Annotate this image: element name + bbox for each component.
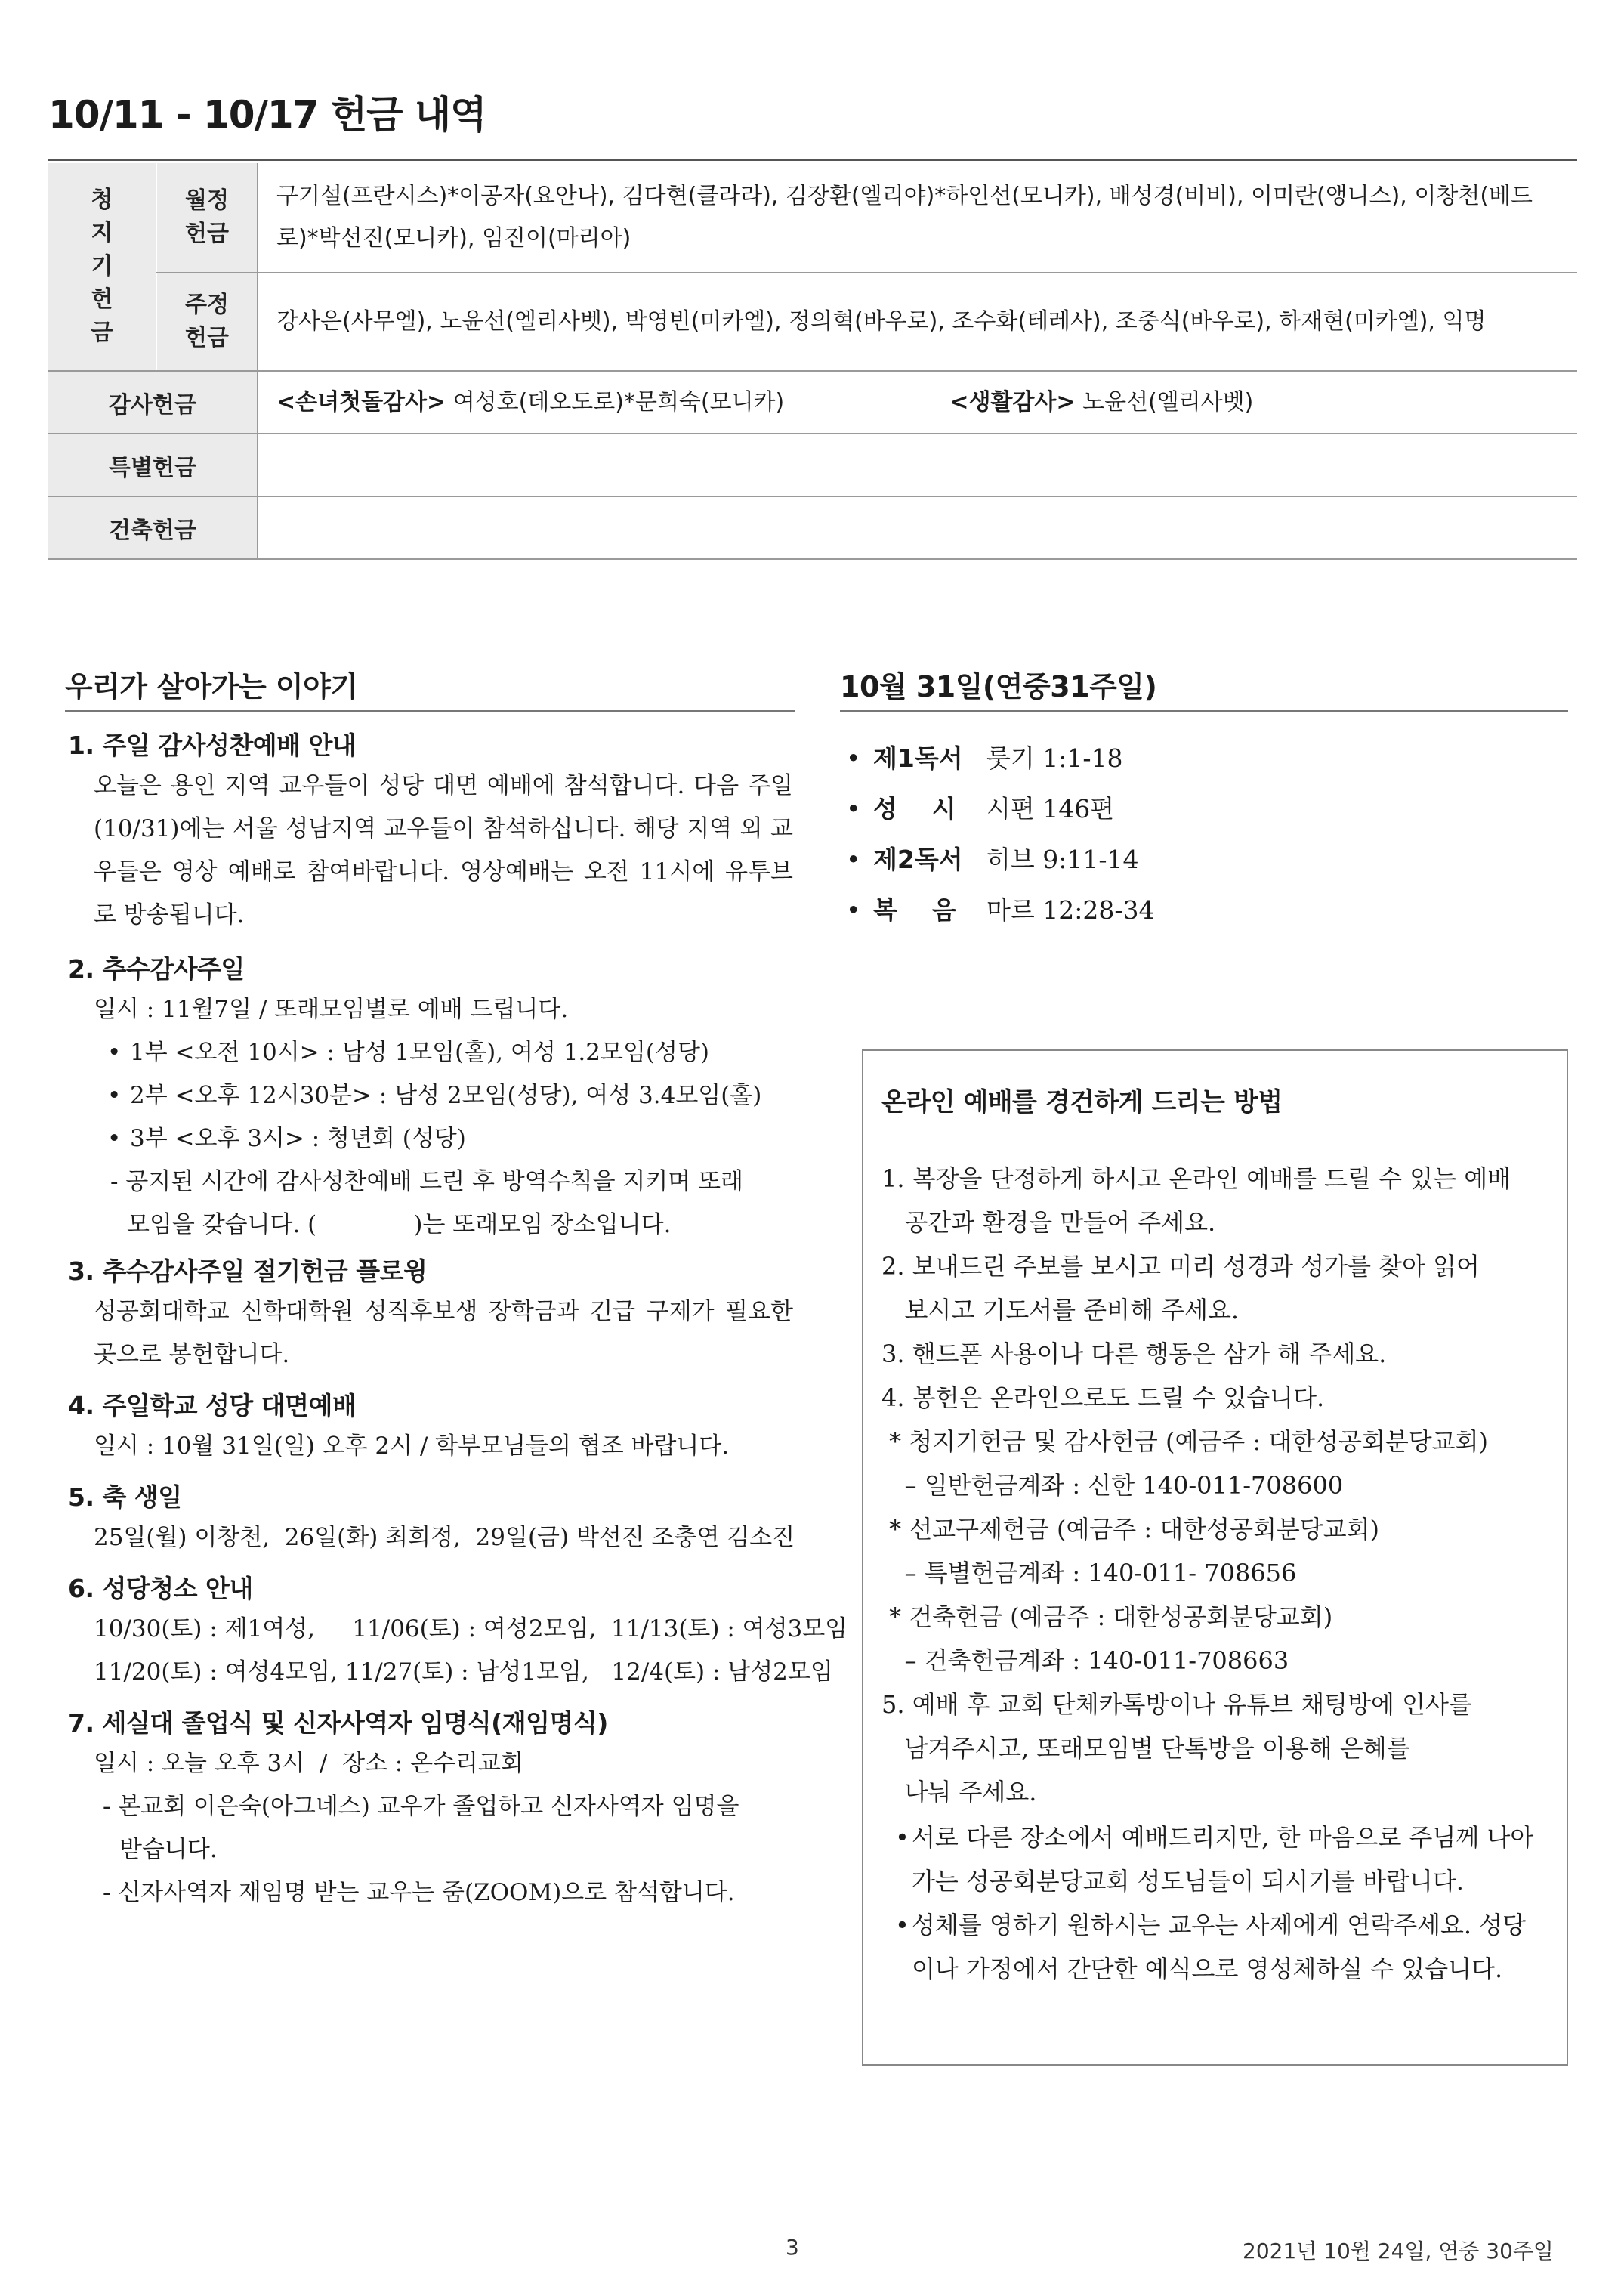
- reading-1: • 제1독서 룻기 1:1-18: [840, 733, 1520, 783]
- monthly-offering-names: 구기설(프란시스)*이공자(요안나), 김다현(클라라), 김장환(엘리야)*하인선(모니카), 배성경(비비), 이미란(앵니스), 이창천(베드로)*박선진(모니카), 임진이(마리아): [258, 163, 1577, 273]
- online-line: – 건축헌금계좌 : 140-011-708663: [881, 1646, 1289, 1675]
- item-2-note-1: - 공지된 시간에 감사성찬예배 드린 후 방역수칙을 지키며 또래: [110, 1168, 743, 1195]
- offering-table: [48, 163, 1577, 560]
- item-6-line-1: 10/30(토) : 제1여성, 11/06(토) : 여성2모임, 11/13(토) : 여성3모임: [94, 1615, 848, 1642]
- footer-date: 2021년 10월 24일, 연중 30주일: [1243, 2239, 1554, 2264]
- reading-psalm: • 성 시 시편 146편: [840, 783, 1520, 834]
- online-line: 4. 봉헌은 온라인으로도 드릴 수 있습니다.: [881, 1383, 1325, 1412]
- online-notes: [881, 1816, 1546, 1991]
- thanks-tag-granddaughter: <손녀첫돌감사>: [276, 388, 446, 416]
- building-offering-value: [258, 496, 1577, 559]
- online-worship-box: [862, 1049, 1568, 2066]
- item-6-line-2: 11/20(토) : 여성4모임, 11/27(토) : 남성1모임, 12/4(토) : 남성2모임: [94, 1658, 833, 1686]
- item-3-body: 성공회대학교 신학대학원 성직후보생 장학금과 긴급 구제가 필요한 곳으로 봉헌합니다.: [94, 1298, 794, 1368]
- online-title: 온라인 예배를 경건하게 드리는 방법: [881, 1087, 1283, 1117]
- item-4-title: 4. 주일학교 성당 대면예배: [68, 1391, 357, 1420]
- item-7-note-2: - 신자사역자 재임명 받는 교우는 줌(ZOOM)으로 참석합니다.: [103, 1879, 735, 1906]
- item-6-title: 6. 성당청소 안내: [68, 1574, 253, 1603]
- page-number: 3: [786, 2235, 799, 2260]
- item-2-date: 일시 : 11월7일 / 또래모임별로 예배 드립니다.: [94, 996, 569, 1023]
- item-7-note-1a: - 본교회 이은숙(아그네스) 교우가 졸업하고 신자사역자 임명을: [103, 1793, 739, 1820]
- tithe-offering-label: 청 지 기 헌 금: [48, 163, 156, 371]
- item-1-title: 1. 주일 감사성찬예배 안내: [68, 731, 357, 760]
- lectionary-title: 10월 31일(연중31주일): [840, 670, 1157, 703]
- service-3: • 3부 <오후 3시> : 청년회 (성당): [94, 1117, 793, 1160]
- thanks-tag-living: <생활감사>: [949, 388, 1076, 416]
- special-offering-value: [258, 434, 1577, 496]
- online-line: 1. 복장을 단정하게 하시고 온라인 예배를 드릴 수 있는 예배: [881, 1164, 1511, 1193]
- story-content: [68, 727, 848, 1914]
- item-4-body: 일시 : 10월 31일(일) 오후 2시 / 학부모님들의 협조 바랍니다.: [94, 1432, 730, 1460]
- item-2-title: 2. 추수감사주일: [68, 954, 245, 984]
- item-7-note-1b: 받습니다.: [119, 1836, 218, 1863]
- item-7-title: 7. 세실대 졸업식 및 신자사역자 임명식(재임명식): [68, 1708, 608, 1738]
- page-title: 10/11 - 10/17 헌금 내역: [48, 93, 486, 137]
- online-line: 남겨주시고, 또래모임별 단톡방을 이용해 은혜를: [881, 1734, 1410, 1763]
- item-1-body: 오늘은 용인 지역 교우들이 성당 대면 예배에 참석합니다. 다음 주일(10/31)에는 서울 성남지역 교우들이 참석하십니다. 해당 지역 외 교우들은 영상 예배로 참여바랍니다. 영상예배는 오전 11시에 유투브로 방송됩니다.: [94, 772, 793, 929]
- item-5-body: 25일(월) 이창천, 26일(화) 최희정, 29일(금) 박선진 조충연 김소진: [94, 1524, 795, 1551]
- online-instructions: [881, 1157, 1546, 1991]
- online-line: 2. 보내드린 주보를 보시고 미리 성경과 성가를 찾아 읽어: [881, 1252, 1480, 1281]
- item-3-title: 3. 추수감사주일 절기헌금 플로윙: [68, 1256, 428, 1286]
- online-line: * 선교구제헌금 (예금주 : 대한성공회분당교회): [881, 1515, 1380, 1544]
- online-note-1: • 서로 다른 장소에서 예배드리지만, 한 마음으로 주님께 나아가는 성공회분당교회 성도님들이 되시기를 바랍니다.: [881, 1816, 1546, 1903]
- online-line: 공간과 환경을 만들어 주세요.: [881, 1208, 1216, 1237]
- story-section-title: 우리가 살아가는 이야기: [65, 670, 358, 703]
- thanks-offering-names: [258, 371, 1577, 434]
- reading-2: • 제2독서 히브 9:11-14: [840, 834, 1520, 885]
- online-line: 보시고 기도서를 준비해 주세요.: [881, 1296, 1240, 1324]
- online-line: * 청지기헌금 및 감사헌금 (예금주 : 대한성공회분당교회): [881, 1427, 1489, 1456]
- reading-gospel: • 복 음 마르 12:28-34: [840, 885, 1520, 935]
- online-line: – 특별헌금계좌 : 140-011- 708656: [881, 1559, 1297, 1587]
- item-2-note-2: 모임을 갖습니다. ( )는 또래모임 장소입니다.: [127, 1211, 672, 1238]
- monthly-offering-label: 월정 헌금: [156, 163, 258, 273]
- thanks-names-living: 노윤선(엘리사벳): [1075, 388, 1254, 416]
- lectionary-list: [840, 733, 1520, 935]
- service-2: • 2부 <오후 12시30분> : 남성 2모임(성당), 여성 3.4모임(홀): [94, 1074, 793, 1117]
- online-line: 나눠 주세요.: [881, 1778, 1037, 1806]
- special-offering-label: 특별헌금: [48, 434, 258, 496]
- online-note-2: • 성체를 영하기 원하시는 교우는 사제에게 연락주세요. 성당이나 가정에서 간단한 예식으로 영성체하실 수 있습니다.: [881, 1903, 1546, 1991]
- thanks-offering-label: 감사헌금: [48, 371, 258, 434]
- thanks-names-granddaughter: 여성호(데오도로)*문희숙(모니카): [446, 388, 785, 416]
- story-section-rule: [65, 710, 795, 712]
- online-line: – 일반헌금계좌 : 신한 140-011-708600: [881, 1471, 1344, 1500]
- service-1: • 1부 <오전 10시> : 남성 1모임(홀), 여성 1.2모임(성당): [94, 1031, 793, 1074]
- online-line: * 건축헌금 (예금주 : 대한성공회분당교회): [881, 1602, 1333, 1631]
- weekly-offering-label: 주정 헌금: [156, 273, 258, 371]
- item-5-title: 5. 축 생일: [68, 1482, 182, 1512]
- weekly-offering-names: 강사은(사무엘), 노윤선(엘리사벳), 박영빈(미카엘), 정의혁(바우로), 조수화(테레사), 조중식(바우로), 하재현(미카엘), 익명: [258, 273, 1577, 371]
- online-line: 3. 핸드폰 사용이나 다른 행동은 삼가 해 주세요.: [881, 1340, 1387, 1368]
- item-2-services: [68, 1031, 793, 1160]
- title-divider: [48, 159, 1577, 161]
- lectionary-rule: [840, 710, 1568, 712]
- online-line: 5. 예배 후 교회 단체카톡방이나 유튜브 채팅방에 인사를: [881, 1690, 1472, 1719]
- item-7-date: 일시 : 오늘 오후 3시 / 장소 : 온수리교회: [94, 1750, 523, 1777]
- building-offering-label: 건축헌금: [48, 496, 258, 559]
